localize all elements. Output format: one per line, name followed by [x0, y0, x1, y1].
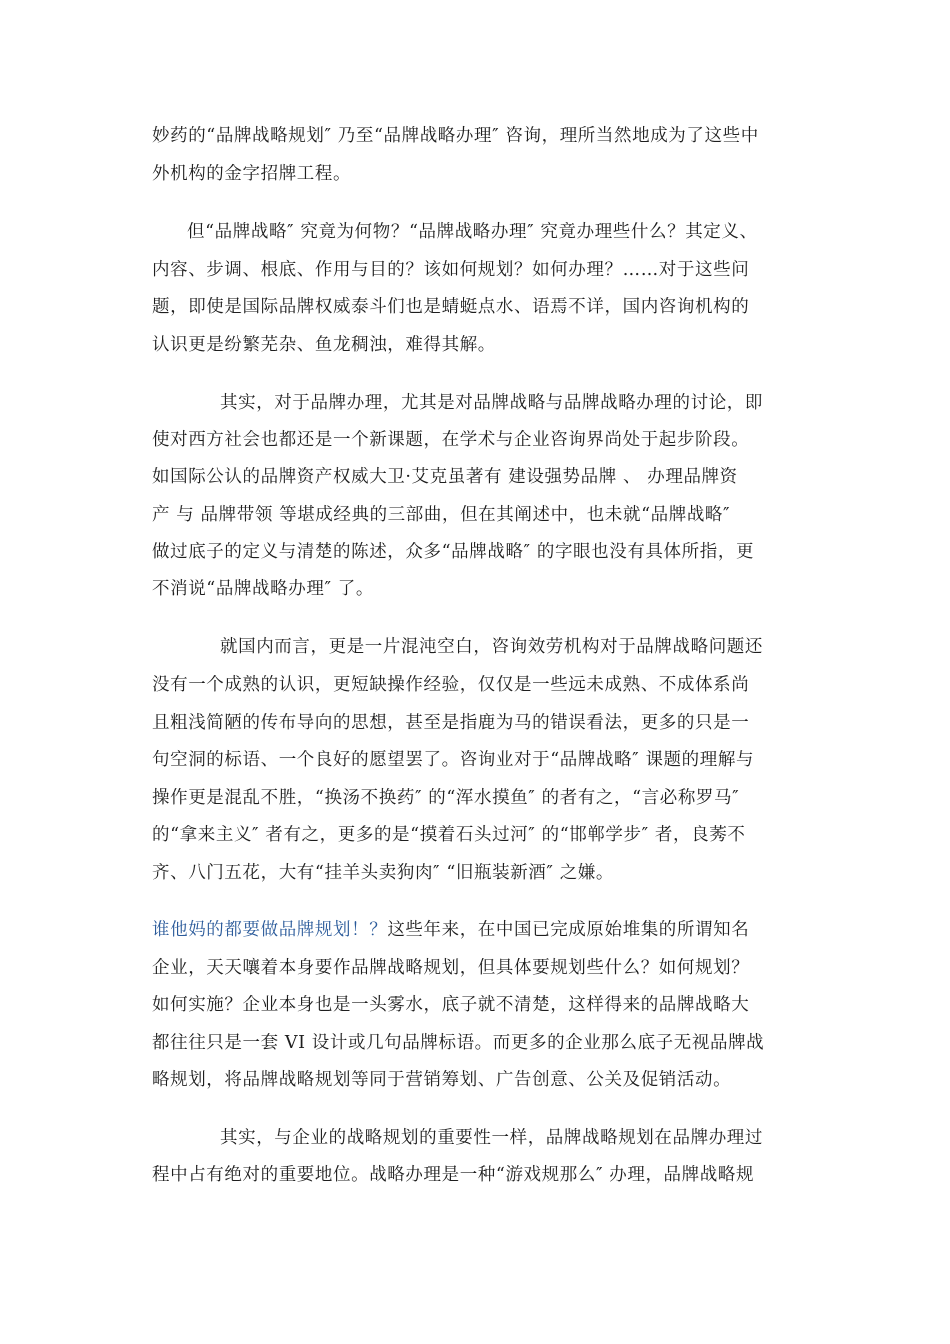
paragraph-6-line-2: 程中占有绝对的重要地位。战略办理是一种“游戏规那么″ 办理，品牌战略规 [152, 1165, 755, 1185]
paragraph-5-line-5: 略规划，将品牌战略规划等同于营销筹划、广告创意、公关及促销活动。 [152, 1070, 732, 1090]
paragraph-3-line-2: 使对西方社会也都还是一个新课题，在学术与企业咨询界尚处于起步阶段。 [152, 430, 750, 450]
paragraph-5-line-4: 都往往只是一套 VI 设计或几句品牌标语。而更多的企业那么底子无视品牌战 [152, 1033, 765, 1053]
paragraph-2-line-2: 内容、步调、根底、作用与目的？该如何规划？如何办理？……对于这些问 [152, 260, 750, 280]
paragraph-1-line-1: 妙药的“品牌战略规划″ 乃至“品牌战略办理″ 咨询，理所当然地成为了这些中 [152, 126, 759, 146]
paragraph-6-line-1: 其实，与企业的战略规划的重要性一样，品牌战略规划在品牌办理过 [220, 1128, 763, 1148]
paragraph-2-line-1: 但“品牌战略″ 究竟为何物？“品牌战略办理″ 究竟办理些什么？其定义、 [187, 222, 758, 242]
paragraph-2-line-4: 认识更是纷繁芜杂、鱼龙稠浊，难得其解。 [152, 335, 496, 355]
paragraph-5-line-1-text: 这些年来，在中国已完成原始堆集的所谓知名 [387, 920, 750, 940]
paragraph-4-line-1: 就国内而言，更是一片混沌空白，咨询效劳机构对于品牌战略问题还 [220, 637, 763, 657]
paragraph-5-line-3: 如何实施？企业本身也是一头雾水，底子就不清楚，这样得来的品牌战略大 [152, 995, 750, 1015]
paragraph-3-line-4: 产 与 品牌带领 等堪成经典的三部曲，但在其阐述中，也未就“品牌战略″ [152, 505, 731, 525]
paragraph-5-line-2: 企业，天天嚷着本身要作品牌战略规划，但具体要规划些什么？如何规划？ [152, 958, 750, 978]
paragraph-4-line-5: 操作更是混乱不胜，“换汤不换药″ 的“浑水摸鱼″ 的者有之，“言必称罗马″ [152, 788, 740, 808]
paragraph-3-line-5: 做过底子的定义与清楚的陈述，众多“品牌战略″ 的字眼也没有具体所指，更 [152, 542, 755, 562]
paragraph-4-line-7: 齐、八门五花，大有“挂羊头卖狗肉″ “旧瓶装新酒″ 之嫌。 [152, 863, 614, 883]
paragraph-4-line-2: 没有一个成熟的认识，更短缺操作经验，仅仅是一些远未成熟、不成体系尚 [152, 675, 750, 695]
paragraph-4-line-6: 的“拿来主义″ 者有之，更多的是“摸着石头过河″ 的“邯郸学步″ 者，良莠不 [152, 825, 746, 845]
paragraph-5-heading-link[interactable]: 谁他妈的都要做品牌规划！？ [152, 920, 388, 940]
paragraph-3-line-6: 不消说“品牌战略办理″ 了。 [152, 579, 374, 599]
paragraph-5-line-1 [152, 918, 749, 942]
paragraph-3-line-3: 如国际公认的品牌资产权威大卫·艾克虽著有 建设强势品牌 、 办理品牌资 [152, 467, 738, 487]
paragraph-1-line-2: 外机构的金字招牌工程。 [152, 164, 352, 184]
paragraph-2-line-3: 题，即使是国际品牌权威泰斗们也是蜻蜓点水、语焉不详，国内咨询机构的 [152, 297, 750, 317]
paragraph-3-line-1: 其实，对于品牌办理，尤其是对品牌战略与品牌战略办理的讨论，即 [220, 393, 763, 413]
paragraph-4-line-3: 且粗浅简陋的传布导向的思想，甚至是指鹿为马的错误看法，更多的只是一 [152, 713, 750, 733]
paragraph-4-line-4: 句空洞的标语、一个良好的愿望罢了。咨询业对于“品牌战略″ 课题的理解与 [152, 750, 755, 770]
